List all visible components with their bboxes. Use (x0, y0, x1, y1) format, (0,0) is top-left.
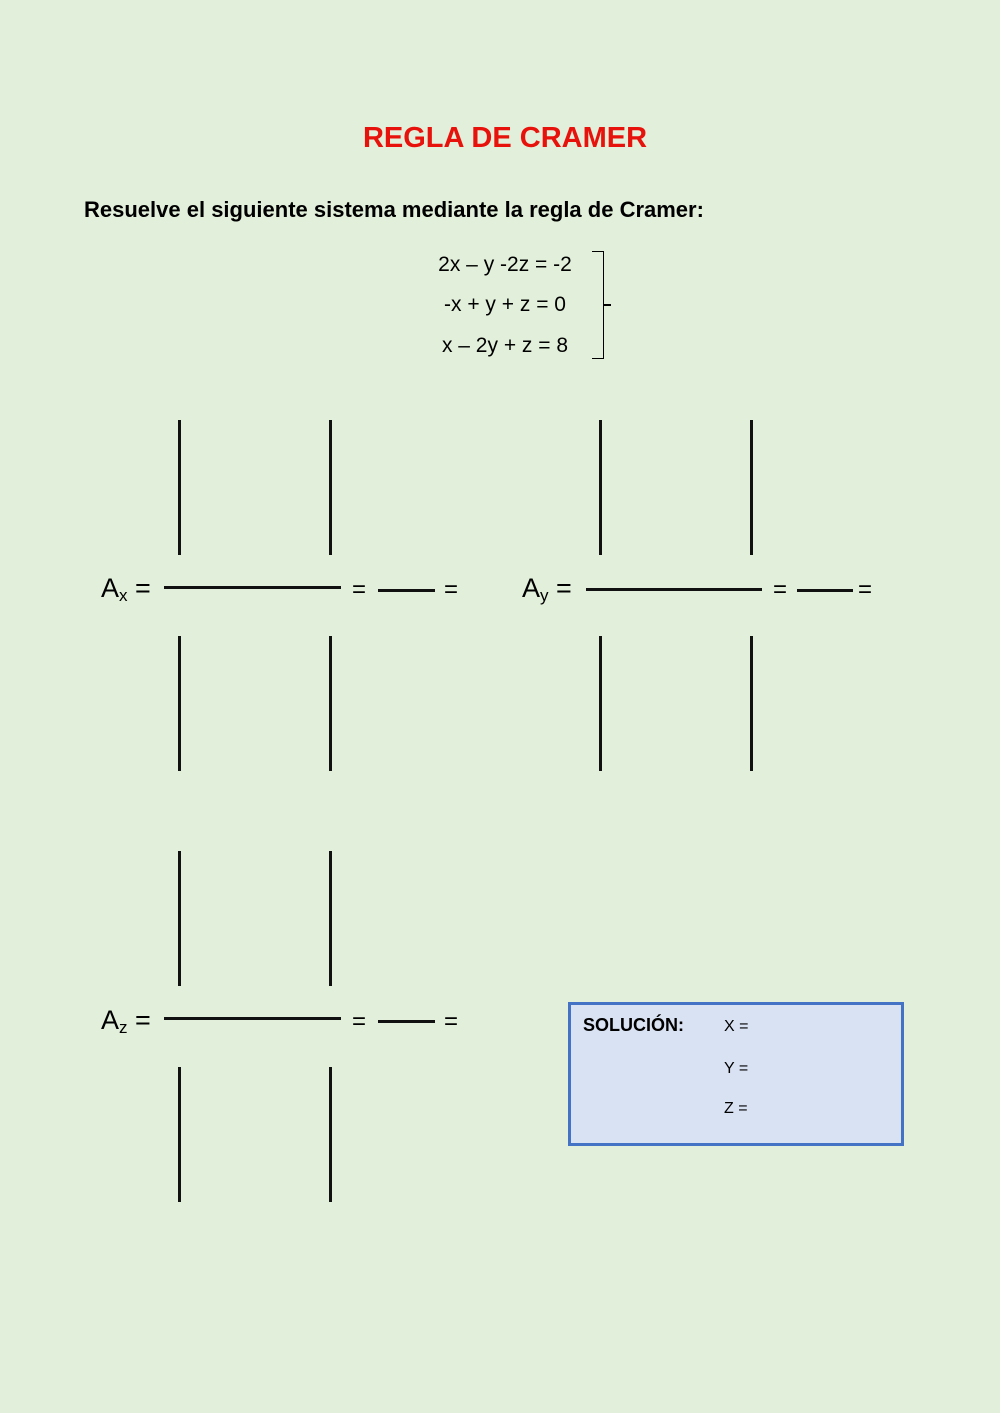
solution-y[interactable]: Y = (724, 1060, 749, 1077)
fraction-line (164, 1017, 341, 1020)
denominator-left-bar (599, 636, 602, 771)
solution-x[interactable]: X = (724, 1018, 749, 1035)
equation-2: -x + y + z = 0 (444, 293, 566, 316)
solution-z[interactable]: Z = (724, 1100, 748, 1117)
denominator-left-bar (178, 636, 181, 771)
numerator-right-bar (750, 420, 753, 555)
equation-3: x – 2y + z = 8 (441, 334, 569, 357)
denominator-left-bar (178, 1067, 181, 1202)
numerator-left-bar (178, 851, 181, 986)
fraction-line (586, 588, 762, 591)
equals-sign: = (858, 576, 873, 603)
denominator-right-bar (329, 636, 332, 771)
equals-sign: = (773, 576, 788, 603)
system-brace-tip (603, 304, 611, 306)
fraction-line (164, 586, 341, 589)
instruction-text: Resuelve el siguiente sistema mediante la regla de Cramer: (84, 197, 704, 222)
numerator-right-bar (329, 420, 332, 555)
denominator-right-bar (750, 636, 753, 771)
numerator-left-bar (178, 420, 181, 555)
equals-sign: = (444, 576, 459, 603)
numerator-right-bar (329, 851, 332, 986)
answer-line[interactable] (797, 589, 853, 592)
numerator-left-bar (599, 420, 602, 555)
az-label: $A_z$ = (101, 1005, 151, 1037)
page-title: REGLA DE CRAMER (362, 122, 648, 154)
equation-1: 2x – y -2z = -2 (438, 253, 572, 276)
equals-sign: = (444, 1008, 459, 1035)
equals-sign: = (352, 1008, 367, 1035)
denominator-right-bar (329, 1067, 332, 1202)
ay-label: $A_y$ = (522, 573, 572, 605)
equals-sign: = (352, 576, 367, 603)
answer-line[interactable] (378, 1020, 435, 1023)
solution-label: SOLUCIÓN: (583, 1015, 684, 1035)
answer-line[interactable] (378, 589, 435, 592)
ax-label: $A_x$ = (101, 573, 151, 605)
